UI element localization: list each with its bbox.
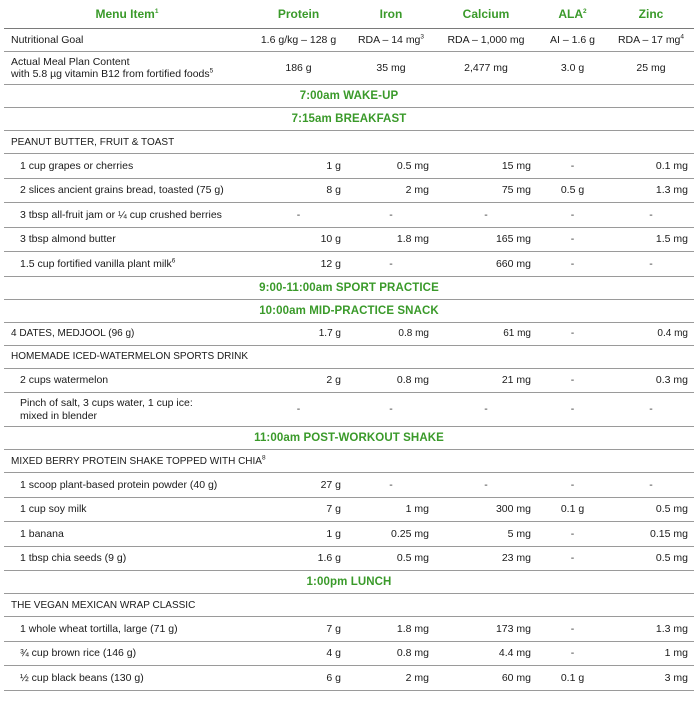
value-ala: - xyxy=(537,154,608,179)
table-row xyxy=(4,154,694,179)
item-label: 1 cup soy milk xyxy=(4,497,250,522)
section-heading-row xyxy=(4,108,694,131)
value-iron: - xyxy=(347,393,435,427)
value-protein: - xyxy=(250,203,347,228)
value-protein: 8 g xyxy=(250,178,347,203)
header-iron: Iron xyxy=(347,0,435,29)
goal-iron: RDA – 14 $mg^3$ xyxy=(347,29,435,52)
section-heading-row xyxy=(4,85,694,108)
value-calcium: 5 mg xyxy=(435,522,537,547)
section-heading-row xyxy=(4,276,694,299)
table-row xyxy=(4,203,694,228)
item-label: 4 DATES, MEDJOOL (96 g) xyxy=(4,322,250,345)
table-row xyxy=(4,497,694,522)
actual-calcium: 2,477 mg xyxy=(435,52,537,85)
value-iron: 0.5 mg xyxy=(347,154,435,179)
value-protein: 1 g xyxy=(250,522,347,547)
value-ala: - xyxy=(537,473,608,498)
goal-ala: AI – 1.6 g xyxy=(537,29,608,52)
value-calcium: 21 mg xyxy=(435,368,537,393)
value-protein: 2 g xyxy=(250,368,347,393)
value-iron: 0.8 mg xyxy=(347,322,435,345)
item-label: 1 scoop plant-based protein powder (40 g) xyxy=(4,473,250,498)
goal-zinc: RDA – 17 $mg^4$ xyxy=(608,29,694,52)
value-ala: 0.1 g xyxy=(537,666,608,691)
goal-label: Nutritional Goal xyxy=(4,29,250,52)
header-row xyxy=(4,0,694,29)
value-calcium: 60 mg xyxy=(435,666,537,691)
value-protein: 7 g xyxy=(250,497,347,522)
meal-group-row xyxy=(4,345,694,368)
item-label: 3 tbsp almond butter xyxy=(4,227,250,252)
table-row xyxy=(4,546,694,571)
item-label: Pinch of salt, 3 cups water, 1 cup ice: mixed in blender xyxy=(4,393,250,427)
nutritional-goal-row xyxy=(4,29,694,52)
value-iron: 2 mg xyxy=(347,178,435,203)
header-ala: ALA$^2$ xyxy=(537,0,608,29)
table-row xyxy=(4,473,694,498)
item-label: ½ cup black beans (130 g) xyxy=(4,666,250,691)
table-row xyxy=(4,666,694,691)
value-iron: 0.25 mg xyxy=(347,522,435,547)
meal-group-title: PEANUT BUTTER, FRUIT & TOAST xyxy=(4,131,694,154)
value-protein: 27 g xyxy=(250,473,347,498)
actual-ala: 3.0 g xyxy=(537,52,608,85)
value-ala: - xyxy=(537,546,608,571)
value-ala: 0.5 g xyxy=(537,178,608,203)
header-zinc: Zinc xyxy=(608,0,694,29)
value-protein: 1.6 g xyxy=(250,546,347,571)
value-zinc: 0.4 mg xyxy=(608,322,694,345)
meal-group-row xyxy=(4,450,694,473)
value-iron: - xyxy=(347,203,435,228)
value-calcium: 23 mg xyxy=(435,546,537,571)
value-zinc: 1.3 mg xyxy=(608,617,694,642)
header-protein: Protein xyxy=(250,0,347,29)
table-row xyxy=(4,617,694,642)
value-zinc: 0.5 mg xyxy=(608,546,694,571)
table-row xyxy=(4,252,694,277)
table-row xyxy=(4,641,694,666)
value-iron: - xyxy=(347,252,435,277)
item-label: 1 tbsp chia seeds (9 g) xyxy=(4,546,250,571)
value-calcium: 15 mg xyxy=(435,154,537,179)
value-calcium: 165 mg xyxy=(435,227,537,252)
meal-group-row xyxy=(4,594,694,617)
header-calcium: Calcium xyxy=(435,0,537,29)
value-zinc: 0.15 mg xyxy=(608,522,694,547)
value-calcium: - xyxy=(435,473,537,498)
value-calcium: 4.4 mg xyxy=(435,641,537,666)
goal-protein: 1.6 g/kg – 128 g xyxy=(250,29,347,52)
section-heading: 10:00am MID-PRACTICE SNACK xyxy=(4,299,694,322)
item-label: 1 banana xyxy=(4,522,250,547)
value-ala: - xyxy=(537,252,608,277)
value-zinc: 1.3 mg xyxy=(608,178,694,203)
value-iron: 0.5 mg xyxy=(347,546,435,571)
value-protein: 4 g xyxy=(250,641,347,666)
value-protein: 1.7 g xyxy=(250,322,347,345)
section-heading-row xyxy=(4,571,694,594)
value-ala: 0.1 g xyxy=(537,497,608,522)
header-menu-item: Menu Item$^1$ xyxy=(4,0,250,29)
value-zinc: - xyxy=(608,252,694,277)
item-label: 1 cup grapes or cherries xyxy=(4,154,250,179)
value-protein: 1 g xyxy=(250,154,347,179)
meal-group-title: MIXED BERRY PROTEIN SHAKE TOPPED WITH CHIA$^8$ xyxy=(4,450,694,473)
value-zinc: - xyxy=(608,473,694,498)
actual-label: Actual Meal Plan Content with 5.8 µg vitamin B12 from fortified foods$^5$ xyxy=(4,52,250,85)
item-label: 2 cups watermelon xyxy=(4,368,250,393)
value-calcium: 660 mg xyxy=(435,252,537,277)
table-row xyxy=(4,393,694,427)
value-iron: 0.8 mg xyxy=(347,641,435,666)
value-ala: - xyxy=(537,227,608,252)
section-heading-row xyxy=(4,299,694,322)
table-row xyxy=(4,227,694,252)
item-label: ¾ cup brown rice (146 g) xyxy=(4,641,250,666)
actual-iron: 35 mg xyxy=(347,52,435,85)
table-body xyxy=(4,29,694,691)
actual-content-row xyxy=(4,52,694,85)
value-iron: 0.8 mg xyxy=(347,368,435,393)
value-calcium: 61 mg xyxy=(435,322,537,345)
goal-calcium: RDA – 1,000 mg xyxy=(435,29,537,52)
value-iron: 2 mg xyxy=(347,666,435,691)
table-row xyxy=(4,178,694,203)
value-zinc: 1.5 mg xyxy=(608,227,694,252)
value-calcium: 173 mg xyxy=(435,617,537,642)
value-calcium: - xyxy=(435,203,537,228)
value-calcium: 75 mg xyxy=(435,178,537,203)
value-protein: 7 g xyxy=(250,617,347,642)
section-heading: 9:00-11:00am SPORT PRACTICE xyxy=(4,276,694,299)
value-zinc: 1 mg xyxy=(608,641,694,666)
value-ala: - xyxy=(537,322,608,345)
section-heading-row xyxy=(4,427,694,450)
value-ala: - xyxy=(537,203,608,228)
value-protein: 10 g xyxy=(250,227,347,252)
item-label: 2 slices ancient grains bread, toasted (75 g) xyxy=(4,178,250,203)
section-heading: 7:15am BREAKFAST xyxy=(4,108,694,131)
meal-plan-table xyxy=(4,0,694,691)
value-ala: - xyxy=(537,617,608,642)
value-ala: - xyxy=(537,641,608,666)
value-ala: - xyxy=(537,393,608,427)
value-iron: 1 mg xyxy=(347,497,435,522)
table-row xyxy=(4,322,694,345)
item-label: 1 whole wheat tortilla, large (71 g) xyxy=(4,617,250,642)
meal-group-title: HOMEMADE ICED-WATERMELON SPORTS DRINK xyxy=(4,345,694,368)
item-label: 3 tbsp all-fruit jam or ¼ cup crushed berries xyxy=(4,203,250,228)
value-zinc: 0.3 mg xyxy=(608,368,694,393)
value-zinc: - xyxy=(608,393,694,427)
value-zinc: 0.1 mg xyxy=(608,154,694,179)
value-protein: 12 g xyxy=(250,252,347,277)
meal-group-row xyxy=(4,131,694,154)
section-heading: 7:00am WAKE-UP xyxy=(4,85,694,108)
value-calcium: 300 mg xyxy=(435,497,537,522)
table-row xyxy=(4,368,694,393)
value-ala: - xyxy=(537,368,608,393)
meal-group-title: THE VEGAN MEXICAN WRAP CLASSIC xyxy=(4,594,694,617)
value-iron: - xyxy=(347,473,435,498)
actual-zinc: 25 mg xyxy=(608,52,694,85)
table-row xyxy=(4,522,694,547)
section-heading: 11:00am POST-WORKOUT SHAKE xyxy=(4,427,694,450)
actual-protein: 186 g xyxy=(250,52,347,85)
value-iron: 1.8 mg xyxy=(347,227,435,252)
value-iron: 1.8 mg xyxy=(347,617,435,642)
value-protein: 6 g xyxy=(250,666,347,691)
value-zinc: 3 mg xyxy=(608,666,694,691)
value-ala: - xyxy=(537,522,608,547)
value-calcium: - xyxy=(435,393,537,427)
value-zinc: - xyxy=(608,203,694,228)
section-heading: 1:00pm LUNCH xyxy=(4,571,694,594)
value-protein: - xyxy=(250,393,347,427)
item-label: 1.5 cup fortified vanilla plant milk$^6$ xyxy=(4,252,250,277)
value-zinc: 0.5 mg xyxy=(608,497,694,522)
